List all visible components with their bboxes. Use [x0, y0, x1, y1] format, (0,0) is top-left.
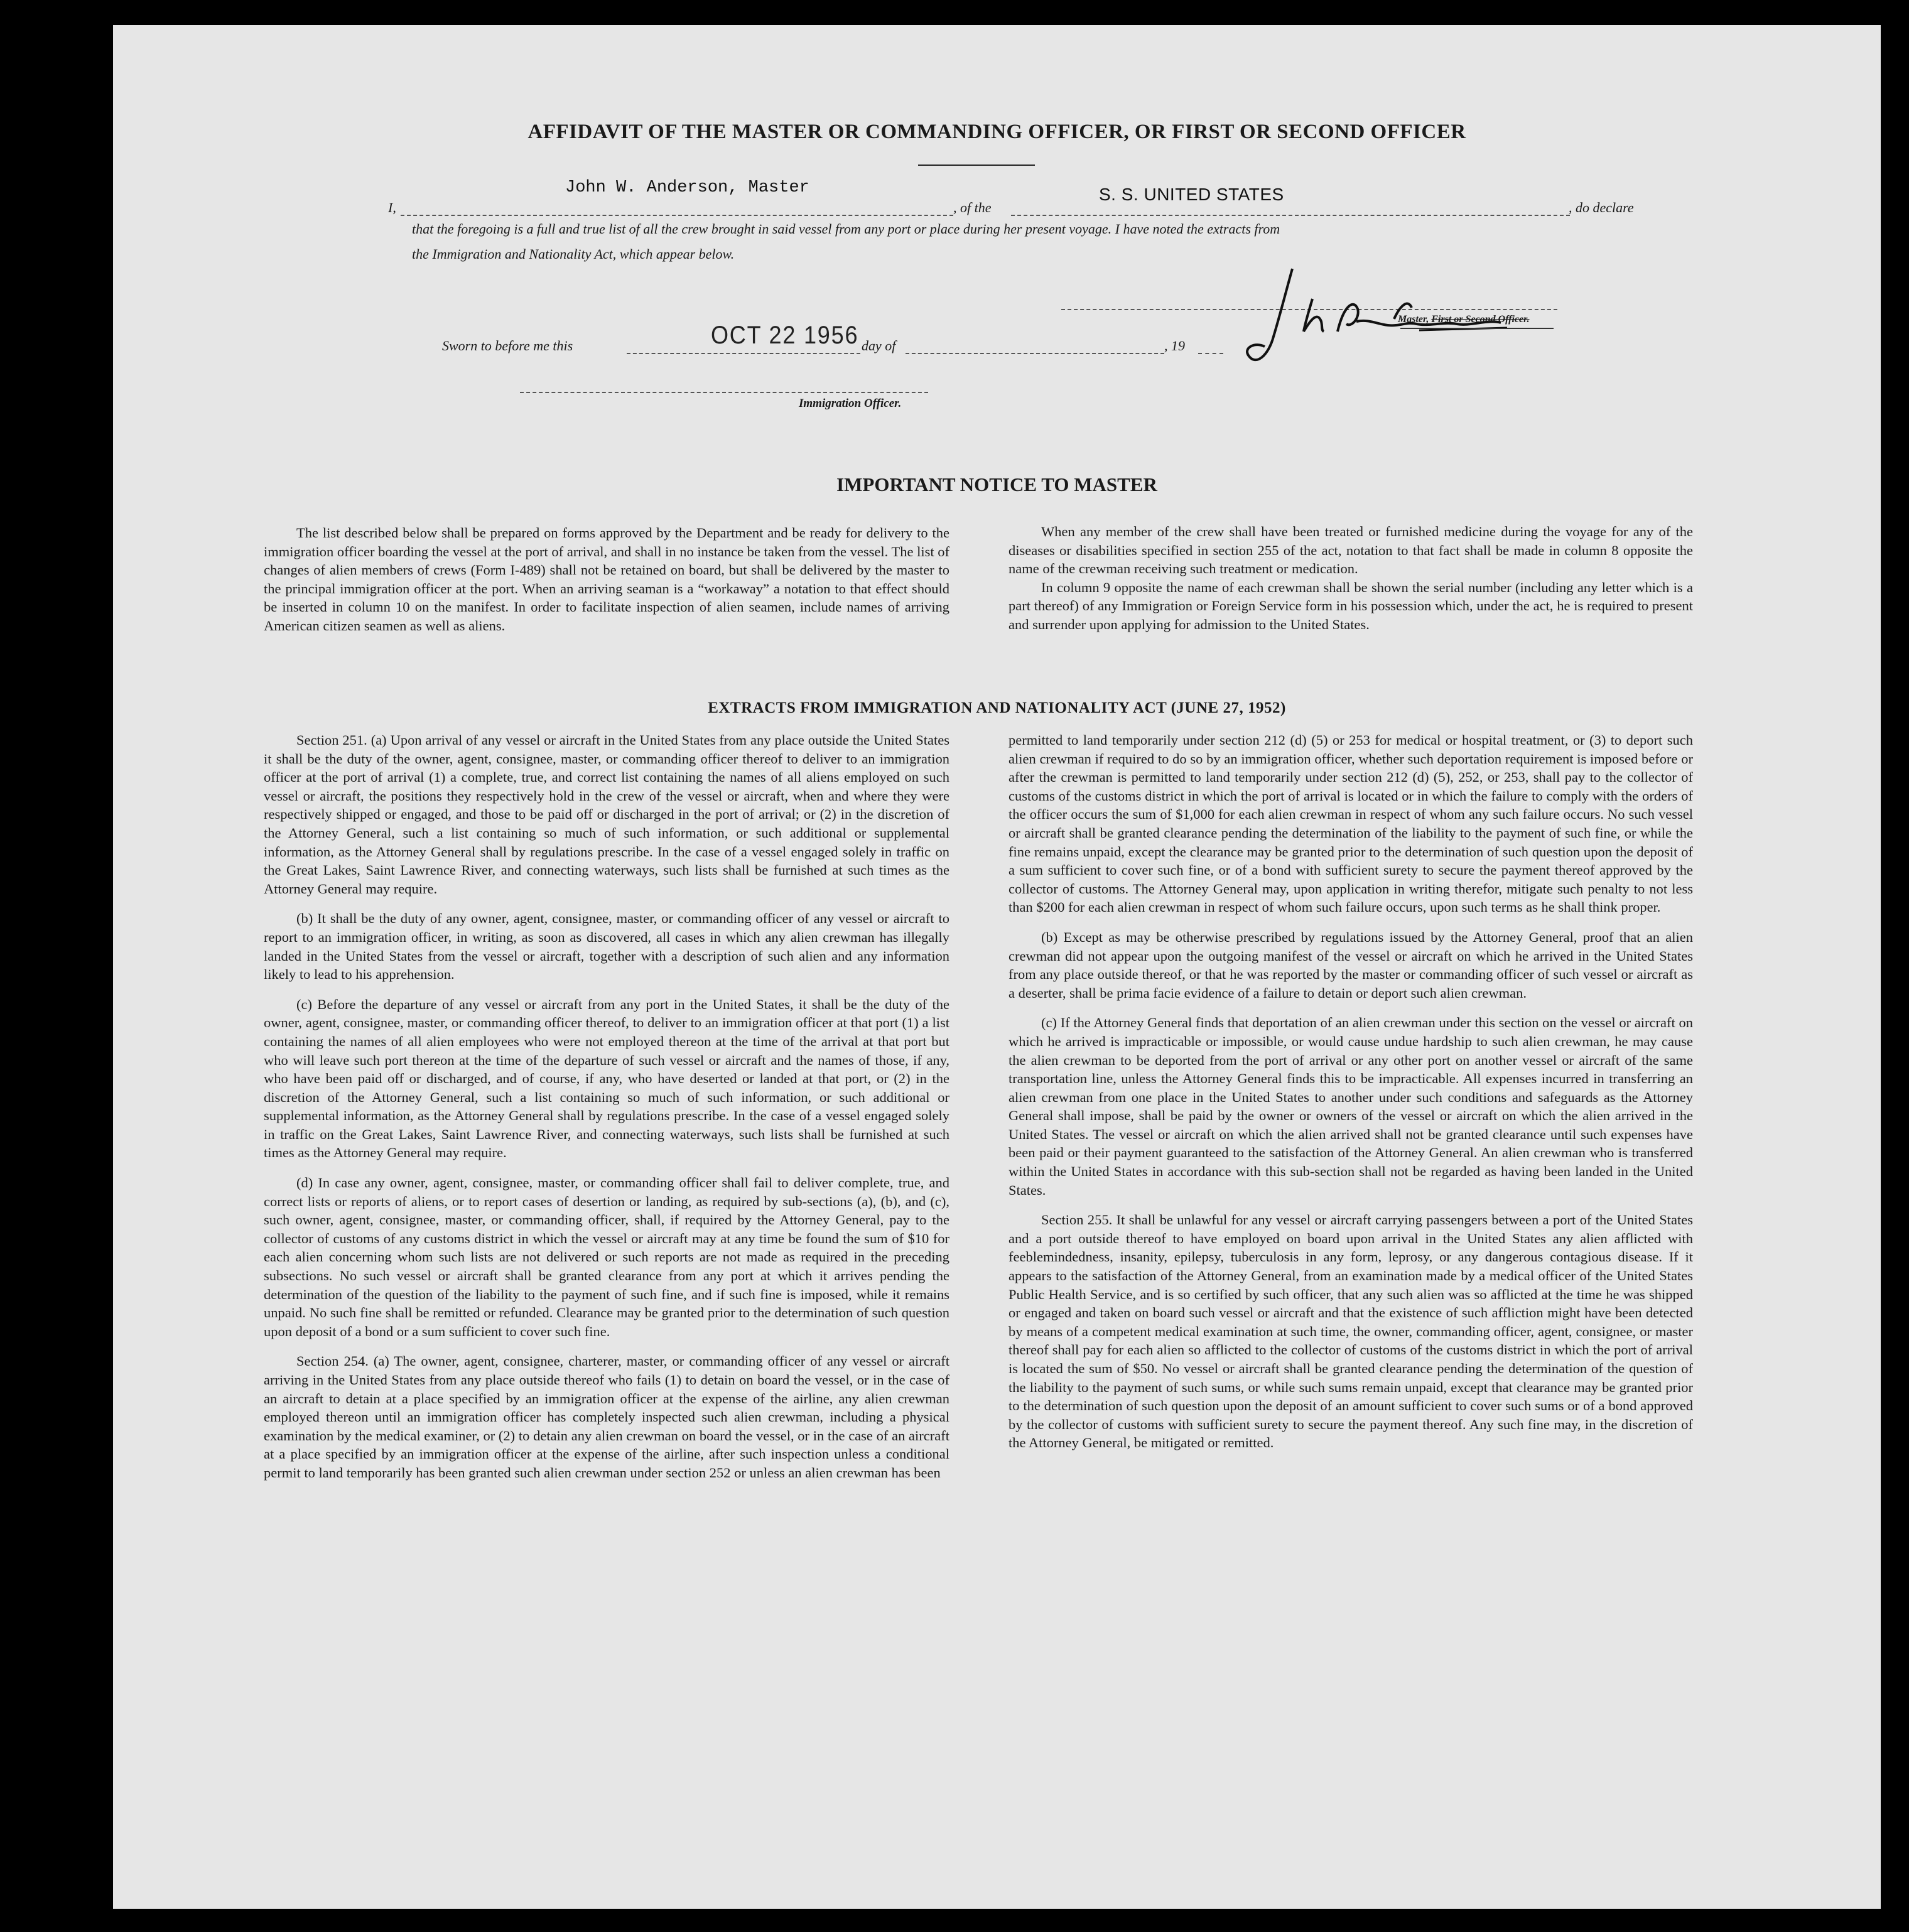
section-251-b: (b) It shall be the duty of any owner, agent, consignee, master, or commanding officer of any vessel or aircraft to report to an immigration officer, in writing, as soon as discovered, all cases in which any alien crewman has illegally landed in the United States from the vessel or aircraft, together with a description of such alien and any information likely to lead to his apprehension.: [264, 910, 949, 983]
notice-left-paragraph: The list described below shall be prepared on forms approved by the Department and be ready for delivery to the immigration officer boarding the vessel at the port of arrival, and shall in no instance be taken from the vessel. The list of changes of alien members of crews (Form I-489) shall not be retained on board, but shall be delivered by the master to the principal immigration officer at the port. When an arriving seaman is a “workaway” a notation to that effect should be inserted in column 10 on the manifest. In order to facilitate inspection of alien seamen, include names of arriving American citizen seamen as well as aliens.: [264, 525, 949, 634]
signer-title-struck: First or Second Officer.: [1431, 314, 1530, 325]
of-the-label: , of the: [953, 200, 992, 215]
section-254-a: Section 254. (a) The owner, agent, consignee, charterer, master, or commanding officer of any vessel or aircraft arriving in the United States from any place outside thereof who fails (1) to detain on board the vessel, or in the case of an aircraft to detain at a place specified by an immigration officer at the expense of the airline, any alien crewman employed thereon until an immigration officer has completely inspected such alien crewman, including a physical examination by the medical examiner, or (2) to detain any alien crewman on board the vessel, or in the case of an aircraft at a place specified by an immigration officer at the expense of the airline, after such inspection unless a conditional permit to land temporarily has been granted such alien crewman under section 252 or unless an alien crewman has been: [264, 1353, 949, 1481]
sworn-label: Sworn to before me this: [442, 338, 573, 353]
year-label: , 19: [1164, 338, 1185, 353]
section-251-c: (c) Before the departure of any vessel or aircraft from any port in the United States, it shall be the duty of the owner, agent, consignee, master, or commanding officer thereof, to deliver to an immigration officer at that port (1) a list containing the names of all alien employees who were not employed thereon at the time of the arrival at that port but who will leave such port thereon at the time of the departure of such vessel or aircraft and the names of those, if any, who have been paid off or discharged, and of course, if any, who have deserted or landed at that port, or (2) in the discretion of the Attorney General, such a list containing so much of such information, or such additional or supplemental information, as the Attorney General shall by regulations prescribe. In the case of a vessel engaged solely in traffic on the Great Lakes, Saint Lawrence River, and connecting waterways, such lists shall be furnished at such times as the Attorney General may require.: [264, 996, 949, 1161]
extracts-left-column: [264, 731, 949, 1482]
notice-title: IMPORTANT NOTICE TO MASTER: [836, 473, 1157, 495]
section-251-d: (d) In case any owner, agent, consignee, master, or commanding officer shall fail to deliver complete, true, and correct lists or reports of aliens, or to report cases of desertion or landing, as required by sub-sections (a), (b), and (c), such owner, agent, consignee, master, or commanding officer, shall, if required by the Attorney General, pay to the collector of customs of any customs district in which the vessel or aircraft may at any time be found the sum of $10 for each alien concerning whom such lists are not delivered or such reports are not made as required in the preceding subsections. No such vessel or aircraft shall be granted clearance from any port at which it arrives pending the determination of the question of the liability to the payment of such fine, and if such fine is imposed, while it remains unpaid. No such fine shall be remitted or refunded. Clearance may be granted prior to the determination of such question upon deposit of a bond or a sum sufficient to cover such fine.: [264, 1175, 949, 1339]
signer-title-master: Master,: [1398, 314, 1429, 325]
extracts-right-column: [1009, 731, 1693, 1452]
notice-left-column: [264, 524, 949, 635]
declaration-line-1: that the foregoing is a full and true list of all the crew brought in said vessel from any port or place during her present voyage. I have noted the extracts from: [412, 221, 1280, 237]
section-251-a: Section 251. (a) Upon arrival of any vessel or aircraft in the United States from any place outside the United States it shall be the duty of the owner, agent, consignee, master, or commanding officer thereof to deliver to an immigration officer at the port of arrival (1) a complete, true, and correct list containing the names of all aliens employed on such vessel or aircraft, the positions they respectively hold in the crew of the vessel or aircraft, when and where they were respectively shipped or engaged, and those to be paid off or discharged in the port of arrival; or (2) in the discretion of the Attorney General, such a list containing so much of such information, or such additional or supplemental information, as the Attorney General shall by regulations prescribe. In the case of a vessel engaged solely in traffic on the Great Lakes, Saint Lawrence River, and connecting waterways, such lists shall be furnished at such times as the Attorney General may require.: [264, 732, 949, 897]
document-page: [113, 25, 1881, 1909]
section-254-c: (c) If the Attorney General finds that deportation of an alien crewman under this section on the vessel or aircraft on which he arrived is impracticable or impossible, or would cause undue hardship to such alien crewman, he may cause the alien crewman to be deported from the port of arrival or any other port on another vessel or aircraft of the same transportation line, unless the Attorney General finds this to be impracticable. All expenses incurred in transferring an alien crewman from one place in the United States to another under such conditions and safeguards as the Attorney General shall impose, shall be paid by the owner or owners of the vessel or aircraft on which the alien arrived in the United States. The vessel or aircraft on which the alien arrived shall not be granted clearance until such expenses have been paid or their payment guaranteed to the satisfaction of the Attorney General. An alien crewman who is transferred within the United States in accordance with this sub-section shall not be regarded as having been landed in the United States.: [1009, 1015, 1693, 1198]
master-name-line: [401, 215, 953, 216]
section-255: Section 255. It shall be unlawful for any vessel or aircraft carrying passengers between a port of the United States and a port outside thereof to have employed on board upon arrival in the United States any alien afflicted with feeblemindedness, insanity, epilepsy, tuberculosis in any form, leprosy, or any dangerous contagious disease. If it appears to the satisfaction of the Attorney General, from an examination made by a medical officer of the United States Public Health Service, and is so certified by such officer, that any such alien was so afflicted at the time he was shipped or engaged and taken on board such vessel or aircraft and that the existence of such affliction might have been detected by means of a competent medical examination at such time, the owner, commanding officer, agent, consignee, or master thereof shall pay for each alien so afflicted to the collector of customs of the customs district in which the port of arrival is located the sum of $50. No vessel or aircraft shall be granted clearance pending the determination of the question of the liability to the payment of such sums, or while such sums remain unpaid, except that clearance may be granted prior to the determination of such question upon the deposit of an amount sufficient to cover such sums or of a bond approved by the collector of customs with sufficient surety to secure the payment thereof. Any such fine may, in the discretion of the Attorney General, be mitigated or remitted.: [1009, 1212, 1693, 1451]
title-rule: [918, 165, 1035, 166]
day-of-label: day of: [862, 338, 896, 353]
declaration-line-2: the Immigration and Nationality Act, which appear below.: [412, 246, 735, 262]
immigration-officer-line: [520, 392, 928, 393]
sworn-date-stamp: OCT 22 1956: [711, 321, 859, 349]
i-label: I,: [388, 200, 396, 215]
signer-title-rule: [1400, 328, 1554, 329]
master-name-field: John W. Anderson, Master: [565, 178, 809, 197]
notice-right-paragraph-2: In column 9 opposite the name of each crewman shall be shown the serial number (including any letter which is a part thereof) of any Immigration or Foreign Service form in his possession which, under the act, he is required to present and surrender upon applying for admission to the United States.: [1009, 579, 1693, 632]
signer-title: [1398, 314, 1530, 325]
vessel-name-line: [1011, 215, 1570, 216]
section-254-a-continued: permitted to land temporarily under section 212 (d) (5) or 253 for medical or hospital treatment, or (3) to deport such alien crewman if required to do so by an immigration officer, whether such deportation requirement is imposed before or after the crewman is permitted to land temporarily under section 212 (d) (5), 252, or 253, shall pay to the collector of customs of the customs district in which the port of arrival is located or in which the failure to comply with the orders of the officer occurs the sum of $1,000 for each alien crewman in respect of whom any such failure occurs. No such vessel or aircraft shall be granted clearance pending the determination of the liability to the payment of such fine, or while the fine remains unpaid, except the clearance may be granted prior to the determination of such question upon the deposit of a sum sufficient to cover such fine, or of a bond with sufficient surety to secure the payment thereof approved by the collector of customs. The Attorney General may, upon application in writing therefor, mitigate such penalty to not less than $200 for each alien crewman in respect of whom such failure occurs, upon such terms as he shall think proper.: [1009, 732, 1693, 915]
notice-right-paragraph-1: When any member of the crew shall have been treated or furnished medicine during the voyage for any of the diseases or disabilities specified in section 255 of the act, notation to that fact shall be made in column 8 opposite the name of the crewman receiving such treatment or medication.: [1009, 524, 1693, 577]
notice-right-column: [1009, 522, 1693, 634]
year-line: [1198, 353, 1223, 354]
section-254-b: (b) Except as may be otherwise prescribed by regulations issued by the Attorney General, proof that an alien crewman did not appear upon the outgoing manifest of the vessel or aircraft on which he arrived in the United States from any place outside thereof, or that he was reported by the master or commanding officer of such vessel or aircraft as a deserter, shall be prima facie evidence of a failure to detain or deport such alien crewman.: [1009, 929, 1693, 1001]
immigration-officer-label: Immigration Officer.: [799, 397, 902, 410]
extracts-title: EXTRACTS FROM IMMIGRATION AND NATIONALITY ACT (JUNE 27, 1952): [708, 699, 1286, 716]
month-line: [906, 353, 1164, 354]
affidavit-title: AFFIDAVIT OF THE MASTER OR COMMANDING OFFICER, OR FIRST OR SECOND OFFICER: [527, 121, 1466, 143]
do-declare-label: , do declare: [1569, 200, 1634, 215]
vessel-name-field: S. S. UNITED STATES: [1099, 185, 1284, 204]
sworn-day-line: [627, 353, 860, 354]
